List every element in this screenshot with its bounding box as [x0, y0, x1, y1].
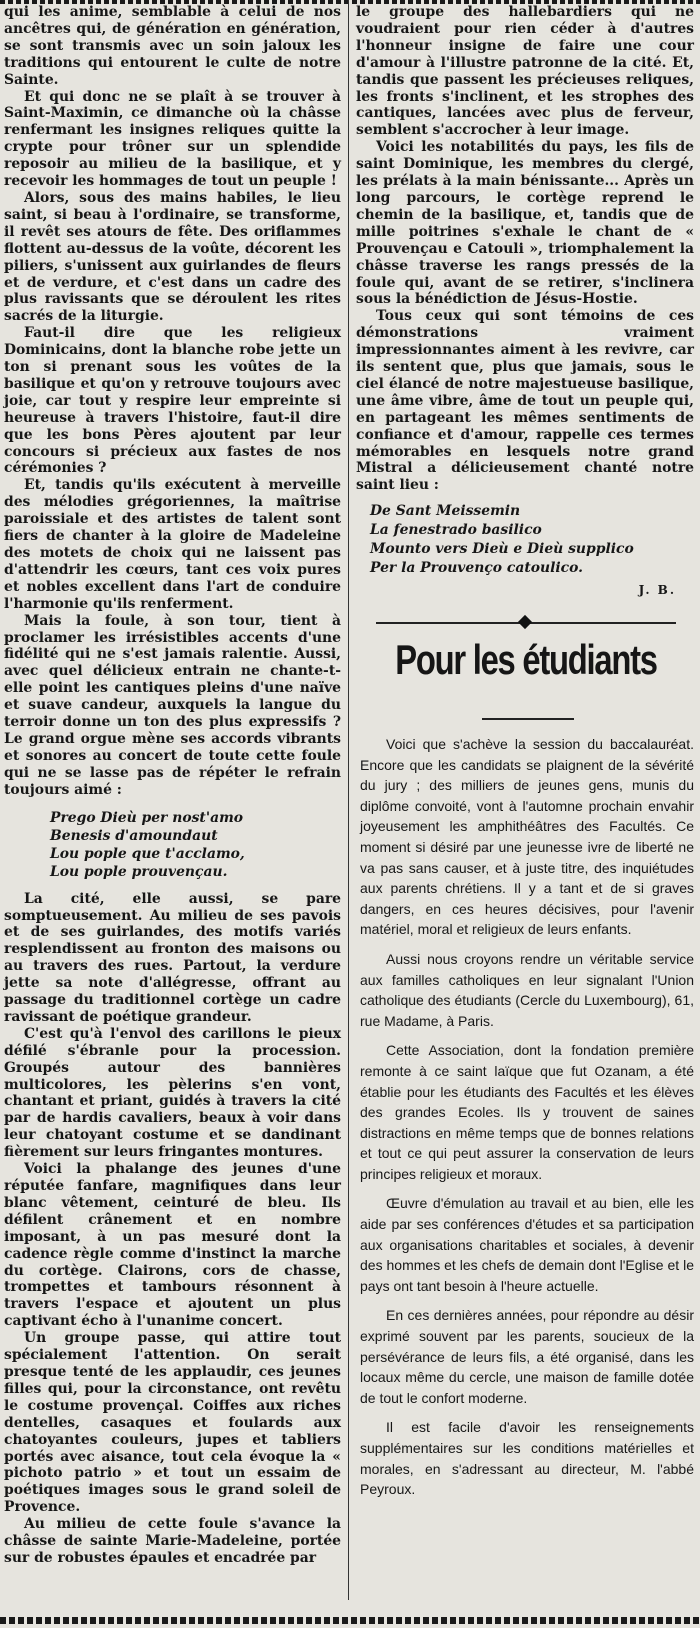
paragraph: Aussi nous croyons rendre un véritable service aux familles catholiques en leur signalant l'Union catholique des étudiants (Cercle du Luxembourg), 61, rue Madame, à Paris. — [360, 950, 694, 1029]
section-separator — [356, 616, 696, 630]
paragraph: Un groupe passe, qui attire tout spécialement l'attention. On serait presque tenté de les applaudir, ces jeunes filles qui, pour la circonstance, ont revêtu le costume provençal. Coiffes aux riches dentelles, casaques et foulards aux chatoyantes couleurs, jupes et tabliers portés avec aisance, tout cela évoque la « pichoto patrio » et tout un essaim de poétiques images sous le grand soleil de Provence. — [4, 1330, 341, 1516]
paragraph: Voici que s'achève la session du baccalauréat. Encore que les candidats se plaignent de la sévérité du jury ; des milliers de jeunes gens, munis du diplôme convoité, vont à l'automne prochain envahir joyeusement les amphithéâtres des Facultés. Ce moment si désiré par une jeunesse ivre de liberté ne va pas sans causer, et à juste titre, des inquiétudes aux parents chrétiens. Il y a tant et de si graves dangers, en ces heures décisives, pour l'avenir matériel, moral et religieux de leurs enfants. — [360, 736, 694, 938]
diamond-ornament-icon — [518, 615, 532, 629]
paragraph: Voici les notabilités du pays, les fils de saint Dominique, les membres du clergé, les prélats à la main bénissante... Après un long parcours, le cortège reprend le chemin de la basilique, et, tandis que de mille poitrines s'exhale le chant de « Prouvençau e Catouli », triomphalement la châsse traverse les rangs pressés de la foule qui, avant de se retirer, s'inclinera sous la bénédiction de Jésus-Hostie. — [356, 139, 694, 308]
left-column — [4, 4, 341, 1567]
paragraph: Alors, sous des mains habiles, le lieu saint, si beau à l'ordinaire, se transforme, il revêt ses atours de fête. Des oriflammes flottent au-dessus de la voûte, décorent les piliers, s'unissent aux guirlandes de fleurs et de verdure, et c'est dans un cadre des plus ravissants que se déroulent les rites sacrés de la liturgie. — [4, 189, 341, 325]
poem-line: Benesis d'amoundaut — [50, 827, 218, 844]
paragraph: Mais la foule, à son tour, tient à proclamer les irrésistibles accents d'une fidélité qui ne s'est jamais ralentie. Aussi, avec quel délicieux entrain ne chante-t-elle point les cantiques pleins d'une naïve et suave candeur, auxquels la langue du terroir donne un ton des plus expressifs ? Le grand orgue mène ses accords vibrants et sonores au concert de toute cette foule qui ne se lasse pas de répéter le refrain toujours aimé : — [4, 612, 341, 798]
poem-line: Prego Dieù per nost'amo — [50, 809, 244, 826]
paragraph: Et qui donc ne se plaît à se trouver à Saint-Maximin, ce dimanche où la châsse renfermant les insignes reliques quitte la crypte pour trôner sur un splendide reposoir au milieu de la basilique, et y recevoir les hommages de tout un peuple ! — [4, 88, 341, 190]
paragraph: Faut-il dire que les religieux Dominicains, dont la blanche robe jette un ton si prenant sous les voûtes de la basilique et qu'on y retrouve toujours avec joie, car tout y respire leur empreinte si heureuse à travers l'histoire, faut-il dire que les bons Pères ajoutent par leur concours si précieux aux fastes de nos cérémonies ? — [4, 325, 341, 477]
paragraph: Et, tandis qu'ils exécutent à merveille des mélodies grégoriennes, la maîtrise paroissiale et des artistes de talent sont fiers de chanter à la gloire de Madeleine des motets de choix qui ne laissent pas d'attendrir les cœurs, tant ces voix pures et nobles excellent dans l'art de conduire l'harmonie qu'ils renferment. — [4, 477, 341, 612]
paragraph: Voici la phalange des jeunes d'une réputée fanfare, magnifiques dans leur blanc vêtement, ceinturé de bleu. Ils défilent crânement et en nombre imposant, à un pas mesuré dont la cadence règle comme d'instinct la marche du cortège. Clairons, cors de chasse, trompettes et tambours résonnent à travers l'espace et ajoutent un plus captivant écho à l'unanime concert. — [4, 1161, 341, 1330]
bottom-rule — [0, 1617, 700, 1624]
paragraph: La cité, elle aussi, se pare somptueusement. Au milieu de ses pavois et de ses guirlandes, des motifs variés resplendissent au fronton des maisons ou au travers des rues. Partout, la verdure jette sa note d'allégresse, offrant au passage du traditionnel cortège un cadre ravissant de poétique grandeur. — [4, 890, 341, 1025]
poem-line: Mounto vers Dieù e Dieù supplico — [370, 541, 634, 558]
paragraph: En ces dernières années, pour répondre au désir exprimé souvent par les parents, soucieux de la persévérance de leurs fils, a été organisé, dans les locaux même du cercle, une maison de famille dotée de tout le confort moderne. — [360, 1307, 694, 1406]
paragraph: Tous ceux qui sont témoins de ces démonstrations vraiment impressionnantes aiment à les revivre, car ils sentent que, plus que jamais, sous le ciel élancé de notre majestueuse basilique, une âme vibre, âme de tout un peuple qui, en partageant les mêmes sentiments de confiance et d'amour, rappelle ces termes mémorables en lesquels notre grand Mistral a délicieusement chanté notre saint lieu : — [356, 308, 694, 494]
paragraph: C'est qu'à l'envol des carillons le pieux défilé s'ébranle pour la procession. Groupés autour des bannières multicolores, les pèlerins s'en vont, chantant et priant, guidés à travers la cité par de hardis cavaliers, beaux à voir dans leur chatoyant costume et se dandinant fièrement sur leurs fringantes montures. — [4, 1025, 341, 1161]
paragraph: Œuvre d'émulation au travail et au bien, elle les aide par ses conférences d'études et sa participation aux organisations charitables et sociales, à devenir des hommes et les chefs de demain dont l'Eglise et le pays ont tant besoin à l'heure actuelle. — [360, 1195, 694, 1294]
paragraph: Au milieu de cette foule s'avance la châsse de sainte Marie-Madeleine, portée sur de robustes épaules et encadrée par — [4, 1516, 341, 1566]
poem-line: La fenestrado basilico — [370, 522, 542, 539]
poem-line: Per la Prouvenço catoulico. — [370, 560, 583, 577]
article-headline: Pour les étudiants — [395, 636, 657, 683]
headline-rule — [482, 718, 574, 720]
paragraph: Cette Association, dont la fondation première remonte à ce saint laïque que fut Ozanam, a été établie pour les étudiants des Facultés et les élèves des grandes Ecoles. Ils y trouvent de saines distractions en même temps que de bonnes relations et tout ce qui peut assurer la conservation de leurs principes religieux et moraux. — [360, 1042, 694, 1182]
paragraph: qui les anime, semblable à celui de nos ancêtres qui, de génération en génération, se sont transmis avec un soin jaloux les traditions qui entourent le culte de notre Sainte. — [4, 4, 341, 88]
author-signature: J. B. — [638, 583, 676, 598]
poem-line: Lou pople que t'acclamo, — [50, 845, 245, 862]
paragraph: Il est facile d'avoir les renseignements supplémentaires sur les conditions matérielles et morales, en s'adressant au directeur, M. l'abbé Peyroux. — [360, 1419, 694, 1498]
article-body — [360, 734, 694, 1509]
column-divider — [348, 0, 349, 1600]
poem-line: Lou pople prouvençau. — [50, 863, 228, 880]
mistral-poem — [370, 502, 694, 578]
provencal-poem — [50, 809, 341, 881]
right-column-top — [356, 4, 694, 599]
paragraph: le groupe des hallebardiers qui ne voudraient pour rien céder à d'autres l'honneur insigne de faire une cour d'amour à l'illustre patronne de la cité. Et, tandis que passent les précieuses reliques, les fronts s'inclinent, et les strophes des cantiques, lancées avec plus de ferveur, semblent s'accrocher à leur image. — [356, 4, 694, 139]
poem-line: De Sant Meissemin — [370, 503, 521, 520]
